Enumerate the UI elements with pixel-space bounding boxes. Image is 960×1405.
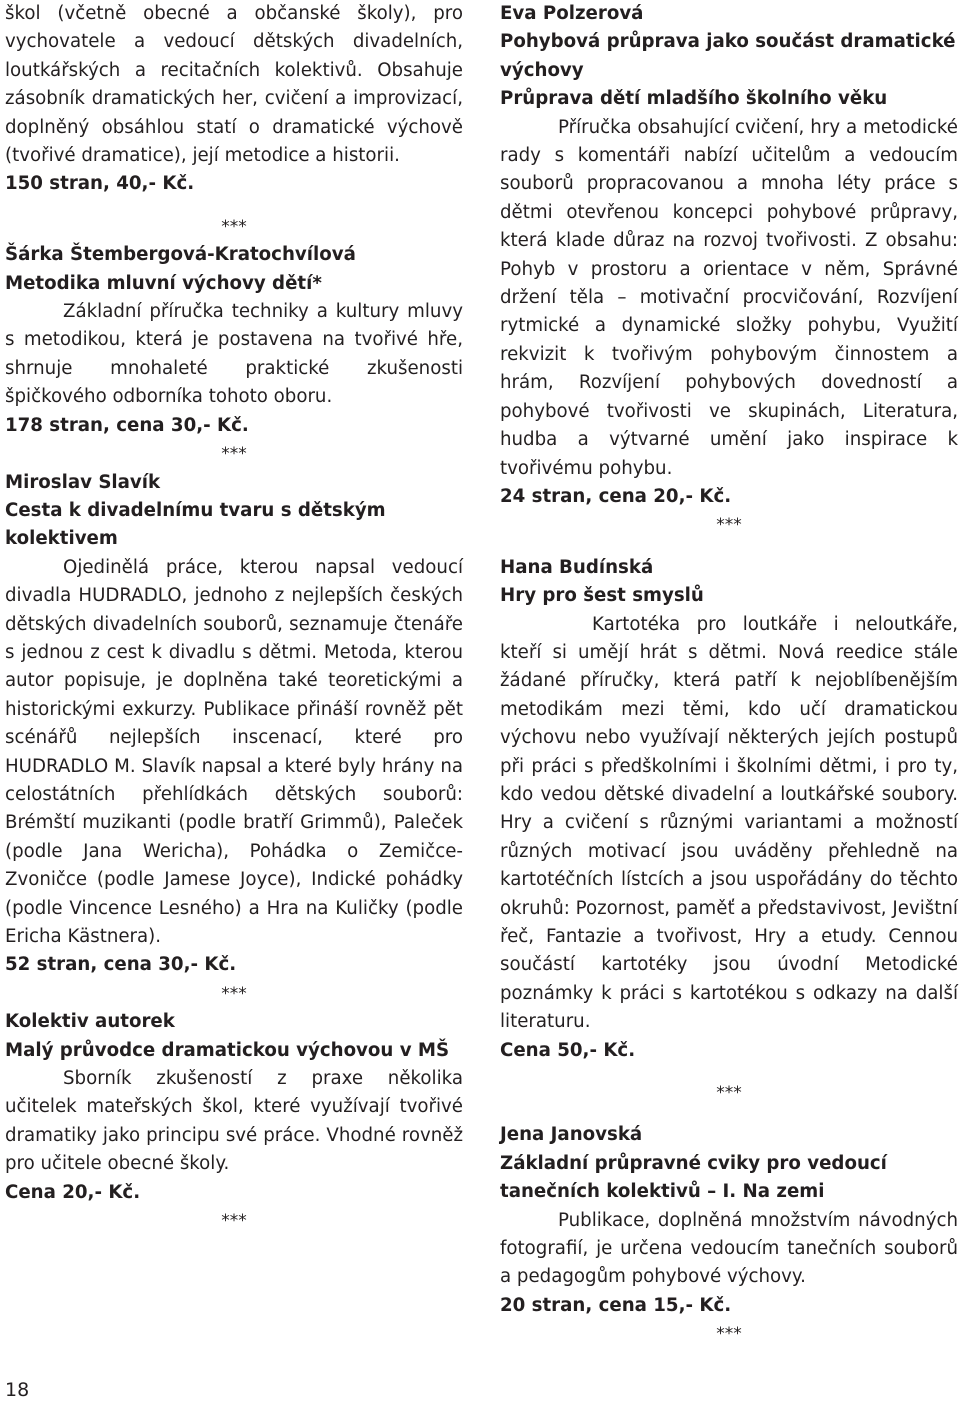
separator: *** (221, 216, 247, 237)
entry-price: 24 stran, cena 20,- Kč. (500, 485, 732, 507)
entry-description: Základní příručka techniky a kultury mluvy s metodikou, která je postavena na tvořivé hře, shrnuje mnohaleté praktické zkušenosti špičkového odborníka tohoto oboru. (5, 301, 463, 408)
entry-author: Šárka Štembergová-Kratochvílová (5, 244, 356, 266)
separator: *** (716, 515, 742, 536)
entry-description: Příručka obsahující cvičení, hry a metodické rady s komentáři nabízí učitelům a vedoucím souborů propracovanou a mnoha léty práce s dětmi otevřenou koncepci pohybové průpravy, která klade důraz na rozvoj tvořivosti. Z obsahu: Pohyb v prostoru a orientace v něm, Správné držení těla – motivační procvičování, Rozvíjení rytmické a dynamické složky pohybu, Využití rekvizit k tvořivým pohybovým činnostem a hrám, Rozvíjení pohybových dovedností a pohybové tvořivosti ve skupinách, Literatura, hudba a výtvarné umění jako inspirace k tvořivému pohybu. (500, 116, 958, 479)
separator: *** (716, 1324, 742, 1345)
continued-description: škol (včetně obecné a občanské školy), pro vychovatele a vedoucí dětských divadelních, loutkářských a recitačních kolektivů. Obsahuje zásobník dramatických her, cvičení a improvizací, doplněný obsáhlou statí o dramatické výchově (tvořivé dramatice), její metodice a historii. (5, 3, 463, 167)
left-column (5, 0, 463, 1235)
separator: *** (221, 983, 247, 1004)
entry-author: Eva Polzerová (500, 3, 644, 24)
entry-title: Pohybová průprava jako součást dramatické výchovy (500, 31, 956, 81)
entry-author: Miroslav Slavík (5, 471, 161, 493)
entry-description: Publikace, doplněná množstvím návodných fotografií, je určena vedoucím tanečních souborů a pedagogům pohybové výchovy. (500, 1209, 958, 1288)
entry-price: Cena 20,- Kč. (5, 1181, 141, 1203)
page-number: 18 (5, 1379, 30, 1401)
entry-title: Cesta k divadelnímu tvaru s dětským kolektivem (5, 499, 386, 550)
entry-author: Kolektiv autorek (5, 1011, 175, 1033)
entry-title: Malý průvodce dramatickou výchovou v MŠ (5, 1039, 450, 1061)
continued-price: 150 stran, 40,- Kč. (5, 173, 195, 195)
right-column (500, 0, 958, 1349)
separator: *** (221, 1211, 247, 1232)
entry-author: Jena Janovská (500, 1124, 643, 1146)
entry-title: Metodika mluvní výchovy dětí* (5, 272, 322, 294)
entry-price: 178 stran, cena 30,- Kč. (5, 414, 249, 436)
entry-price: 52 stran, cena 30,- Kč. (5, 954, 237, 976)
entry-description: Sborník zkušeností z praxe několika učitelek mateřských škol, které využívají tvořivé dramatiky jako principu své práce. Vhodné rovněž pro učitele obecné školy. (5, 1068, 463, 1175)
entry-description: Kartotéka pro loutkáře i neloutkáře, kteří si umějí hrát s dětmi. Nová reedice stále žádané příručky, která patří k nejoblíbenějším metodikám mezi těmi, kdo učí dramatickou výchovu nebo využívají některých jejích postupů při práci s předškolními i školními dětmi, i pro ty, kdo vedou dětské divadelní a loutkářské soubory. Hry a cvičení s různými variantami a možností různých motivací jsou uváděny přehledně na kartotéčních lístcích a jsou uspořádány do těchto okruhů: Pozornost, paměť a představivost, Jevištní řeč, Fantazie a tvořivost, Hry a etudy. Cennou součástí kartotéky jsou úvodní Metodické poznámky k práci s kartotékou s odkazy na další literaturu. (500, 613, 958, 1033)
entry-price: 20 stran, cena 15,- Kč. (500, 1294, 732, 1316)
entry-subtitle: Průprava dětí mladšího školního věku (500, 88, 888, 110)
entry-price: Cena 50,- Kč. (500, 1039, 636, 1061)
entry-title: Hry pro šest smyslů (500, 585, 704, 607)
entry-title: Základní průpravné cviky pro vedoucí tanečních kolektivů – I. Na zemi (500, 1152, 887, 1203)
entry-description: Ojedinělá práce, kterou napsal vedoucí divadla HUDRADLO, jednoho z nejlepších českých dětských divadelních souborů, seznamuje čtenáře s jednou z cest k divadlu s dětmi. Metoda, kterou autor popisuje, je doplněna také teoretickými a historickými exkurzy. Publikace přináší rovněž pět scénářů nejlepších inscenací, které pro HUDRADLO M. Slavík napsal a které byly hrány na celostátních přehlídkách dětských souborů: Brémští muzikanti (podle bratří Grimmů), Paleček (podle Jana Wericha), Pohádka o Zemičce-Zvoničce (podle Jamese Joyce), Indické pohádky (podle Vincence Lesného) a Hra na Kuličky (podle Ericha Kästnera). (5, 556, 463, 947)
separator: *** (716, 1083, 742, 1104)
separator: *** (221, 444, 247, 465)
entry-author: Hana Budínská (500, 556, 654, 578)
